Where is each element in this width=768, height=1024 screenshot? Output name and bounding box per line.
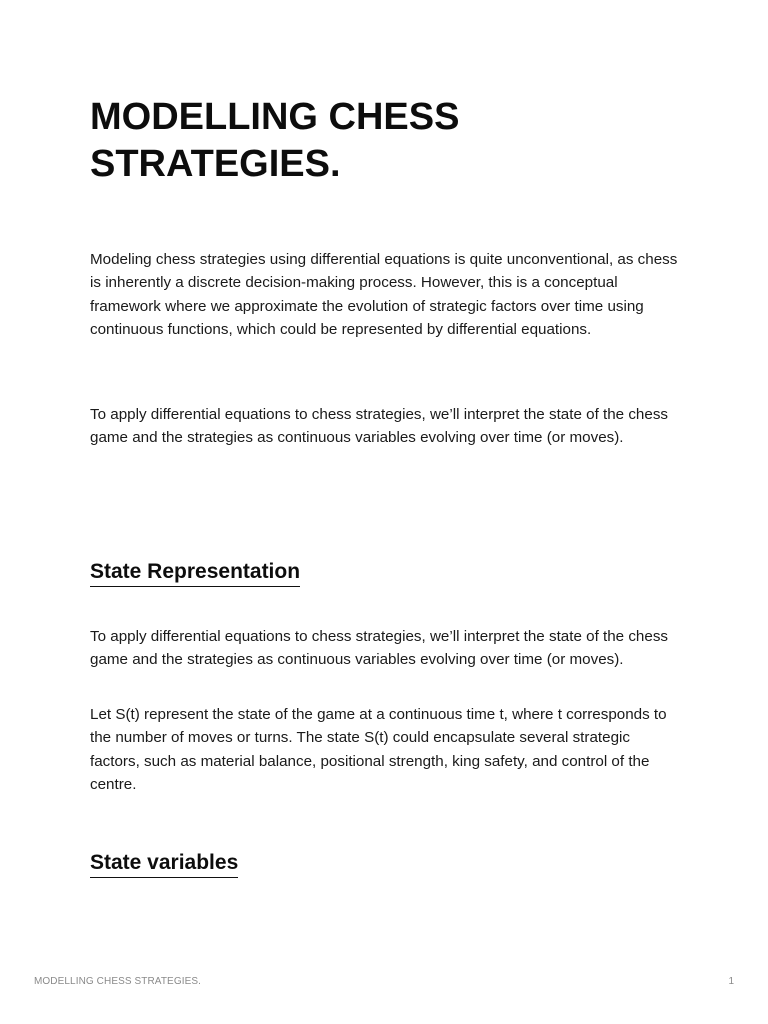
section-paragraph-2: Let S(t) represent the state of the game at a continuous time t, where t corresponds to the number of moves or turns. The state S(t) could encapsulate several strategic factors, such as material balance, positional strength, king safety, and control of the centre. [90,706,667,793]
section-heading-state-representation: State Representation [90,559,300,587]
section-heading-state-variables: State variables [90,850,238,878]
page-title [90,94,610,188]
page-title-line-1: MODELLING CHESS [90,96,460,138]
intro-paragraph-2: To apply differential equations to chess strategies, we’ll interpret the state of the chess game and the strategies as continuous variables evolving over time (or moves). [90,406,669,447]
section-paragraph: To apply differential equations to chess strategies, we’ll interpret the state of the chess game and the strategies as continuous variables evolving over time (or moves). [90,628,669,669]
footer-running-title: MODELLING CHESS STRATEGIES. [34,976,201,987]
page-title-line-2: STRATEGIES. [90,143,341,185]
footer-page-number: 1 [728,976,734,987]
intro-paragraph: Modeling chess strategies using differential equations is quite unconventional, as chess is inherently a discrete decision-making process. However, this is a conceptual framework where we approximate the evolution of strategic factors over time using continuous functions, which could be represented by differential equations. [90,251,678,338]
